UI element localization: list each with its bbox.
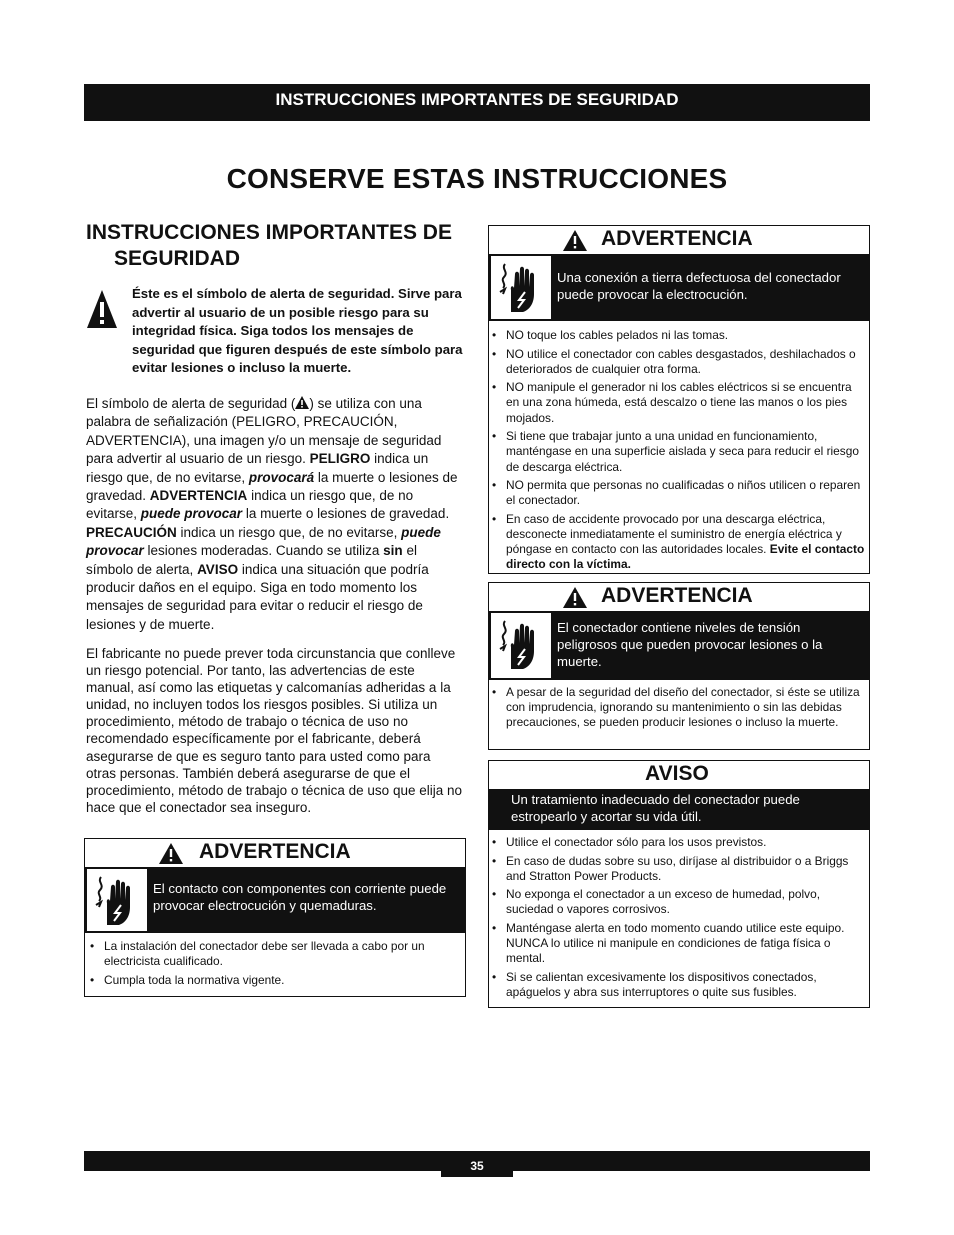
warning-message-row: [489, 611, 869, 680]
warning-box-title: ADVERTENCIA: [601, 584, 753, 607]
notice-bullets: [489, 830, 869, 1000]
notice-box-title: AVISO: [645, 762, 709, 785]
signal-words-paragraph: [86, 395, 464, 634]
bullet-text: En caso de accidente provocado por una descarga eléctrica, desconecte inmediatamente el suministro de energía eléctrica y póngase en contacto con las autoridades locales.: [506, 511, 842, 557]
bullet-emphasis: Evite el contacto directo con la víctima.: [506, 542, 865, 572]
warning-bullets: [85, 933, 465, 988]
shock-hand-icon: [87, 869, 147, 931]
warning-box-header: [85, 839, 465, 867]
notice-box: [488, 760, 870, 1008]
precaucion-word: PRECAUCIÓN: [86, 524, 177, 540]
warning-box-grounding: [488, 225, 870, 574]
warning-box-title: ADVERTENCIA: [199, 840, 351, 863]
notice-message: Un tratamiento inadecuado del conectador puede estropearlo y acortar su vida útil.: [511, 792, 800, 824]
page-title: CONSERVE ESTAS INSTRUCCIONES: [226, 163, 728, 194]
notice-box-header: [489, 761, 869, 789]
list-item: • No exponga el conectador a un exceso de humedad, polvo, suciedad o vapores corrosivos.: [489, 887, 865, 917]
p1-text: la muerte o lesiones de gravedad.: [86, 469, 458, 504]
list-item: • Utilice el conectador sólo para los usos previstos.: [489, 835, 865, 850]
warning-bullets: [489, 680, 869, 731]
shock-hand-icon: [491, 613, 551, 678]
list-item: • NO manipule el generador ni los cables eléctricos si se encuentra en una zona húmeda, está descalzo o tiene las manos o los pies mojados.: [489, 380, 865, 426]
left-heading-line1: INSTRUCCIONES IMPORTANTES DE: [86, 221, 452, 244]
section-header-bar: INSTRUCCIONES IMPORTANTES DE SEGURIDAD: [84, 84, 870, 121]
warning-message-row: [489, 254, 869, 321]
safety-alert-block: [86, 285, 466, 378]
list-item: • NO utilice el conectador con cables desgastados, deshilachados o deteriorados de cualquier otra forma.: [489, 347, 865, 377]
p1-text: indica un riesgo que, de no evitarse,: [176, 524, 402, 540]
warning-bullets: [489, 321, 869, 573]
warning-box-title: ADVERTENCIA: [601, 227, 753, 250]
peligro-word: PELIGRO: [309, 451, 371, 467]
list-item: • Manténgase alerta en todo momento cuando utilice este equipo. NUNCA lo utilice ni manipule en condiciones de fatiga física o mental.: [489, 921, 865, 967]
p1-text: la muerte o lesiones de gravedad.: [242, 506, 450, 522]
puede-provocar-word: puede provocar: [86, 524, 441, 559]
p1-text: El símbolo de alerta de seguridad (: [86, 396, 296, 411]
warning-triangle-icon: [159, 843, 183, 864]
page-number: 35: [441, 1151, 513, 1177]
warning-box-electrocution: [84, 838, 466, 997]
p1-text: ) se utiliza con una palabra de señalización (PELIGRO, PRECAUCIÓN, ADVERTENCIA), una imagen y/o un mensaje de seguridad para advertir al usuario de un riesgo.: [86, 396, 442, 467]
sin-word: sin: [383, 543, 403, 559]
list-item: • NO toque los cables pelados ni las tomas.: [489, 328, 865, 343]
list-item: • En caso de dudas sobre su uso, diríjase al distribuidor o a Briggs and Stratton Power Products.: [489, 854, 865, 884]
warning-message: El contacto con componentes con corriente puede provocar electrocución y quemaduras.: [153, 881, 447, 913]
p1-text: indica un riesgo que, de no evitarse,: [86, 451, 429, 485]
p1-text: indica una situación que podría producir daños en el equipo. Siga en todo momento los mensajes de seguridad para evitar o reducir el riesgo de lesiones y de muerte.: [86, 561, 429, 632]
advertencia-word: ADVERTENCIA: [149, 488, 248, 504]
manufacturer-paragraph: El fabricante no puede prever toda circunstancia que conlleve un riesgo potencial. Por tanto, las advertencias de este manual, así como las etiquetas y calcomanías adheridas a la unidad, no incluyen todos los riesgos posibles. Si utiliza un procedimiento, método de trabajo o técnica de uso no recomendado específicamente por el fabricante, deberá asegurarse de que es seguro tanto para usted como para otras personas. También deberá asegurarse de que el procedimiento, método de trabajo o técnica de uso que elija no hace que el conectador sea inseguro.: [86, 646, 462, 815]
left-heading-line2: SEGURIDAD: [114, 247, 241, 270]
list-item: • Si tiene que trabajar junto a una unidad en funcionamiento, manténgase en una superficie aislada y seca para reducir el riesgo de descarga eléctrica.: [489, 429, 865, 475]
safety-alert-text: Éste es el símbolo de alerta de seguridad. Sirve para advertir al usuario de un posible riesgo para su integridad física. Siga todos los mensajes de seguridad que figuren después de este símbolo para evitar lesiones o incluso la muerte.: [132, 286, 463, 376]
safety-alert-icon: [86, 289, 118, 329]
list-item: • Si se calientan excesivamente los dispositivos conectados, apáguelos y abra sus interruptores o quite sus fusibles.: [489, 970, 865, 1000]
inline-alert-icon: [295, 396, 309, 409]
warning-triangle-icon: [563, 587, 587, 608]
left-heading: [86, 220, 476, 272]
p1-text: el símbolo de alerta,: [86, 543, 417, 577]
list-item: • NO permita que personas no cualificadas o niños utilicen o reparen el conectador.: [489, 478, 865, 508]
aviso-word: AVISO: [197, 561, 239, 577]
warning-message: El conectador contiene niveles de tensión peligrosos que pueden provocar lesiones o la muerte.: [557, 620, 823, 669]
warning-box-header: [489, 226, 869, 254]
p1-text: indica un riesgo que, de no evitarse,: [86, 488, 414, 522]
puede-provocar-word: puede provocar: [140, 506, 243, 522]
list-item: • A pesar de la seguridad del diseño del conectador, si éste se utiliza con imprudencia, ignorando su mantenimiento o sin las debidas precauciones, se pueden producir lesiones o incluso la muerte.: [489, 685, 863, 731]
p1-text: lesiones moderadas. Cuando se utiliza: [143, 543, 384, 559]
list-item: • La instalación del conectador debe ser llevada a cabo por un electricista cualificado.: [87, 939, 459, 969]
notice-message-row: [489, 789, 869, 830]
warning-triangle-icon: [563, 230, 587, 251]
warning-box-voltage: [488, 582, 870, 750]
list-item: • Cumpla toda la normativa vigente.: [87, 973, 459, 988]
warning-message-row: [85, 867, 465, 933]
warning-message: Una conexión a tierra defectuosa del conectador puede provocar la electrocución.: [557, 270, 841, 302]
shock-hand-icon: [491, 256, 551, 319]
provocara-word: provocará: [248, 469, 315, 485]
warning-box-header: [489, 583, 869, 611]
list-item: [489, 512, 865, 573]
